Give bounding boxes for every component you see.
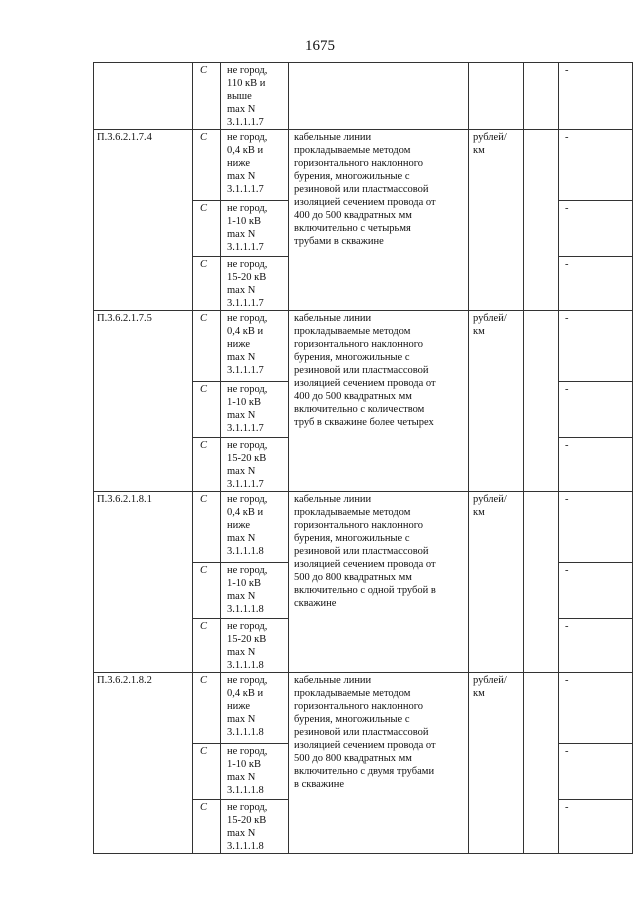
description-cell-line: 400 до 500 квадратных мм bbox=[294, 391, 412, 402]
tariff-cell-line: 110 кВ и bbox=[227, 78, 266, 89]
tariff-cell-line: 15-20 кВ bbox=[227, 815, 267, 826]
description-cell-line: прокладываемые методом bbox=[294, 688, 411, 699]
description-cell bbox=[289, 63, 469, 130]
table-row bbox=[94, 673, 633, 744]
unit-cell bbox=[469, 63, 524, 130]
letter-cell-line: С bbox=[200, 65, 208, 76]
tariff-cell bbox=[221, 492, 289, 563]
letter-cell bbox=[193, 800, 221, 854]
tariff-cell-line: ниже bbox=[227, 701, 251, 712]
letter-cell bbox=[193, 382, 221, 438]
unit-cell bbox=[469, 311, 524, 492]
tariff-cell-line: 3.1.1.1.8 bbox=[227, 727, 264, 738]
tariff-cell-line: max N bbox=[227, 104, 256, 115]
code-cell bbox=[94, 492, 193, 673]
description-cell-line: кабельные линии bbox=[294, 675, 372, 686]
tariff-cell bbox=[221, 438, 289, 492]
tariff-cell-line: не город, bbox=[227, 621, 268, 632]
value-cell-line: - bbox=[565, 565, 569, 576]
value-cell bbox=[559, 744, 633, 800]
tariff-cell bbox=[221, 563, 289, 619]
value-cell-line: - bbox=[565, 132, 569, 143]
code-cell bbox=[94, 130, 193, 311]
tariff-cell-line: max N bbox=[227, 410, 256, 421]
letter-cell bbox=[193, 63, 221, 130]
description-cell-line: включительно с двумя трубами bbox=[294, 766, 435, 777]
tariff-cell-line: 3.1.1.1.8 bbox=[227, 785, 264, 796]
tariff-cell-line: 0,4 кВ и bbox=[227, 507, 264, 518]
description-cell-line: изоляцией сечением провода от bbox=[294, 378, 436, 389]
letter-cell bbox=[193, 492, 221, 563]
code-cell bbox=[94, 311, 193, 492]
tariff-cell-line: не город, bbox=[227, 132, 268, 143]
code-cell bbox=[94, 673, 193, 854]
description-cell-line: трубами в скважине bbox=[294, 236, 384, 247]
letter-cell-line: С bbox=[200, 621, 208, 632]
description-cell-line: бурения, многожильные с bbox=[294, 533, 410, 544]
tariff-cell-line: 0,4 кВ и bbox=[227, 145, 264, 156]
letter-cell bbox=[193, 130, 221, 201]
tariff-cell-line: не город, bbox=[227, 203, 268, 214]
value-cell-line: - bbox=[565, 746, 569, 757]
tariff-cell-line: 3.1.1.1.8 bbox=[227, 660, 264, 671]
tariff-cell-line: 3.1.1.1.7 bbox=[227, 184, 264, 195]
unit-cell bbox=[469, 492, 524, 673]
tariff-cell bbox=[221, 744, 289, 800]
letter-cell-line: С bbox=[200, 259, 208, 270]
value-cell-line: - bbox=[565, 259, 569, 270]
letter-cell bbox=[193, 619, 221, 673]
price-cell bbox=[524, 673, 559, 854]
description-cell-line: изоляцией сечением провода от bbox=[294, 197, 436, 208]
letter-cell bbox=[193, 201, 221, 257]
tariff-cell bbox=[221, 257, 289, 311]
tariff-cell-line: не город, bbox=[227, 313, 268, 324]
tariff-cell bbox=[221, 673, 289, 744]
table-row bbox=[94, 492, 633, 563]
description-cell-line: кабельные линии bbox=[294, 313, 372, 324]
description-cell-line: включительно с одной трубой в bbox=[294, 585, 436, 596]
tariff-cell bbox=[221, 382, 289, 438]
letter-cell bbox=[193, 673, 221, 744]
tariff-cell-line: max N bbox=[227, 647, 256, 658]
description-cell-line: прокладываемые методом bbox=[294, 507, 411, 518]
value-cell-line: - bbox=[565, 802, 569, 813]
unit-cell bbox=[469, 673, 524, 854]
description-cell-line: резиновой или пластмассовой bbox=[294, 546, 429, 557]
description-cell-line: прокладываемые методом bbox=[294, 145, 411, 156]
page-number: 1675 bbox=[305, 38, 335, 54]
tariff-cell-line: max N bbox=[227, 591, 256, 602]
description-cell-line: прокладываемые методом bbox=[294, 326, 411, 337]
value-cell bbox=[559, 201, 633, 257]
unit-cell bbox=[469, 130, 524, 311]
tariff-cell-line: 1-10 кВ bbox=[227, 397, 261, 408]
description-cell-line: горизонтального наклонного bbox=[294, 339, 424, 350]
unit-cell-line: км bbox=[473, 326, 485, 337]
tariff-cell-line: 3.1.1.1.7 bbox=[227, 479, 264, 490]
description-cell-line: резиновой или пластмассовой bbox=[294, 727, 429, 738]
unit-cell-line: рублей/ bbox=[473, 132, 507, 143]
tariff-cell-line: не город, bbox=[227, 259, 268, 270]
value-cell-line: - bbox=[565, 494, 569, 505]
description-cell-line: изоляцией сечением провода от bbox=[294, 559, 436, 570]
tariff-cell-line: не город, bbox=[227, 675, 268, 686]
value-cell bbox=[559, 382, 633, 438]
tariff-cell-line: ниже bbox=[227, 520, 251, 531]
tariff-cell-line: max N bbox=[227, 229, 256, 240]
letter-cell-line: С bbox=[200, 132, 208, 143]
description-cell-line: бурения, многожильные с bbox=[294, 171, 410, 182]
letter-cell-line: С bbox=[200, 203, 208, 214]
unit-cell-line: км bbox=[473, 145, 485, 156]
tariff-cell-line: 0,4 кВ и bbox=[227, 326, 264, 337]
description-cell-line: горизонтального наклонного bbox=[294, 520, 424, 531]
tariff-cell-line: не город, bbox=[227, 494, 268, 505]
value-cell-line: - bbox=[565, 203, 569, 214]
tariff-cell-line: 3.1.1.1.8 bbox=[227, 546, 264, 557]
price-cell bbox=[524, 492, 559, 673]
tariff-cell bbox=[221, 63, 289, 130]
description-cell-line: резиновой или пластмассовой bbox=[294, 184, 429, 195]
tariff-cell bbox=[221, 800, 289, 854]
unit-cell-line: рублей/ bbox=[473, 494, 507, 505]
tariff-cell-line: 1-10 кВ bbox=[227, 578, 261, 589]
description-cell bbox=[289, 311, 469, 492]
letter-cell-line: С bbox=[200, 313, 208, 324]
description-cell-line: труб в скважине более четырех bbox=[294, 417, 434, 428]
unit-cell-line: рублей/ bbox=[473, 313, 507, 324]
tariff-cell-line: не город, bbox=[227, 565, 268, 576]
description-cell bbox=[289, 130, 469, 311]
unit-cell-line: рублей/ bbox=[473, 675, 507, 686]
table-row bbox=[94, 311, 633, 382]
tariff-cell-line: max N bbox=[227, 352, 256, 363]
letter-cell-line: С bbox=[200, 675, 208, 686]
letter-cell bbox=[193, 744, 221, 800]
tariff-cell bbox=[221, 619, 289, 673]
letter-cell bbox=[193, 438, 221, 492]
tariff-cell-line: max N bbox=[227, 285, 256, 296]
description-cell-line: резиновой или пластмассовой bbox=[294, 365, 429, 376]
letter-cell-line: С bbox=[200, 440, 208, 451]
tariff-cell-line: не город, bbox=[227, 440, 268, 451]
tariff-cell-line: 3.1.1.1.7 bbox=[227, 423, 264, 434]
code-cell-line: П.3.6.2.1.8.2 bbox=[97, 675, 152, 686]
value-cell bbox=[559, 311, 633, 382]
description-cell bbox=[289, 492, 469, 673]
value-cell-line: - bbox=[565, 65, 569, 76]
letter-cell bbox=[193, 311, 221, 382]
tariff-cell-line: max N bbox=[227, 828, 256, 839]
tariff-cell-line: max N bbox=[227, 533, 256, 544]
value-cell bbox=[559, 619, 633, 673]
code-cell bbox=[94, 63, 193, 130]
tariff-cell-line: 15-20 кВ bbox=[227, 634, 267, 645]
description-cell-line: 500 до 800 квадратных мм bbox=[294, 753, 412, 764]
description-cell-line: включительно с количеством bbox=[294, 404, 425, 415]
tariff-cell-line: 15-20 кВ bbox=[227, 272, 267, 283]
code-cell-line: П.3.6.2.1.8.1 bbox=[97, 494, 152, 505]
value-cell-line: - bbox=[565, 384, 569, 395]
value-cell-line: - bbox=[565, 440, 569, 451]
value-cell bbox=[559, 492, 633, 563]
tariff-cell-line: 0,4 кВ и bbox=[227, 688, 264, 699]
description-cell-line: 500 до 800 квадратных мм bbox=[294, 572, 412, 583]
description-cell-line: горизонтального наклонного bbox=[294, 158, 424, 169]
tariff-cell-line: ниже bbox=[227, 158, 251, 169]
tariff-cell-line: max N bbox=[227, 466, 256, 477]
tariff-cell-line: 1-10 кВ bbox=[227, 216, 261, 227]
table-row bbox=[94, 130, 633, 201]
description-cell-line: 400 до 500 квадратных мм bbox=[294, 210, 412, 221]
description-cell-line: кабельные линии bbox=[294, 132, 372, 143]
code-cell-line: П.3.6.2.1.7.4 bbox=[97, 132, 152, 143]
description-cell-line: в скважине bbox=[294, 779, 344, 790]
value-cell bbox=[559, 63, 633, 130]
price-cell bbox=[524, 130, 559, 311]
tariff-cell-line: 1-10 кВ bbox=[227, 759, 261, 770]
unit-cell-line: км bbox=[473, 507, 485, 518]
value-cell bbox=[559, 130, 633, 201]
description-cell-line: бурения, многожильные с bbox=[294, 714, 410, 725]
value-cell-line: - bbox=[565, 313, 569, 324]
tariff-table bbox=[93, 62, 633, 854]
tariff-cell-line: выше bbox=[227, 91, 252, 102]
code-cell-line: П.3.6.2.1.7.5 bbox=[97, 313, 152, 324]
tariff-cell-line: 3.1.1.1.7 bbox=[227, 365, 264, 376]
tariff-cell-line: 3.1.1.1.8 bbox=[227, 841, 264, 852]
value-cell bbox=[559, 673, 633, 744]
value-cell bbox=[559, 257, 633, 311]
description-cell-line: горизонтального наклонного bbox=[294, 701, 424, 712]
tariff-cell-line: max N bbox=[227, 171, 256, 182]
price-cell bbox=[524, 63, 559, 130]
tariff-cell-line: не город, bbox=[227, 384, 268, 395]
description-cell-line: кабельные линии bbox=[294, 494, 372, 505]
table-body bbox=[94, 63, 633, 854]
letter-cell-line: С bbox=[200, 802, 208, 813]
tariff-cell-line: 3.1.1.1.7 bbox=[227, 298, 264, 309]
tariff-cell-line: 3.1.1.1.7 bbox=[227, 117, 264, 128]
value-cell bbox=[559, 438, 633, 492]
description-cell-line: бурения, многожильные с bbox=[294, 352, 410, 363]
letter-cell bbox=[193, 257, 221, 311]
description-cell-line: скважине bbox=[294, 598, 337, 609]
tariff-cell-line: не город, bbox=[227, 802, 268, 813]
letter-cell-line: С bbox=[200, 565, 208, 576]
tariff-cell-line: ниже bbox=[227, 339, 251, 350]
tariff-cell bbox=[221, 311, 289, 382]
value-cell bbox=[559, 563, 633, 619]
letter-cell-line: С bbox=[200, 384, 208, 395]
tariff-cell-line: не город, bbox=[227, 65, 268, 76]
description-cell bbox=[289, 673, 469, 854]
letter-cell-line: С bbox=[200, 494, 208, 505]
tariff-cell-line: 3.1.1.1.7 bbox=[227, 242, 264, 253]
letter-cell-line: С bbox=[200, 746, 208, 757]
value-cell-line: - bbox=[565, 675, 569, 686]
value-cell-line: - bbox=[565, 621, 569, 632]
description-cell-line: включительно с четырьмя bbox=[294, 223, 411, 234]
tariff-cell-line: 3.1.1.1.8 bbox=[227, 604, 264, 615]
description-cell-line: изоляцией сечением провода от bbox=[294, 740, 436, 751]
tariff-cell bbox=[221, 130, 289, 201]
tariff-cell bbox=[221, 201, 289, 257]
table-row bbox=[94, 63, 633, 130]
tariff-cell-line: не город, bbox=[227, 746, 268, 757]
letter-cell bbox=[193, 563, 221, 619]
tariff-cell-line: max N bbox=[227, 772, 256, 783]
value-cell bbox=[559, 800, 633, 854]
price-cell bbox=[524, 311, 559, 492]
unit-cell-line: км bbox=[473, 688, 485, 699]
tariff-cell-line: 15-20 кВ bbox=[227, 453, 267, 464]
tariff-cell-line: max N bbox=[227, 714, 256, 725]
